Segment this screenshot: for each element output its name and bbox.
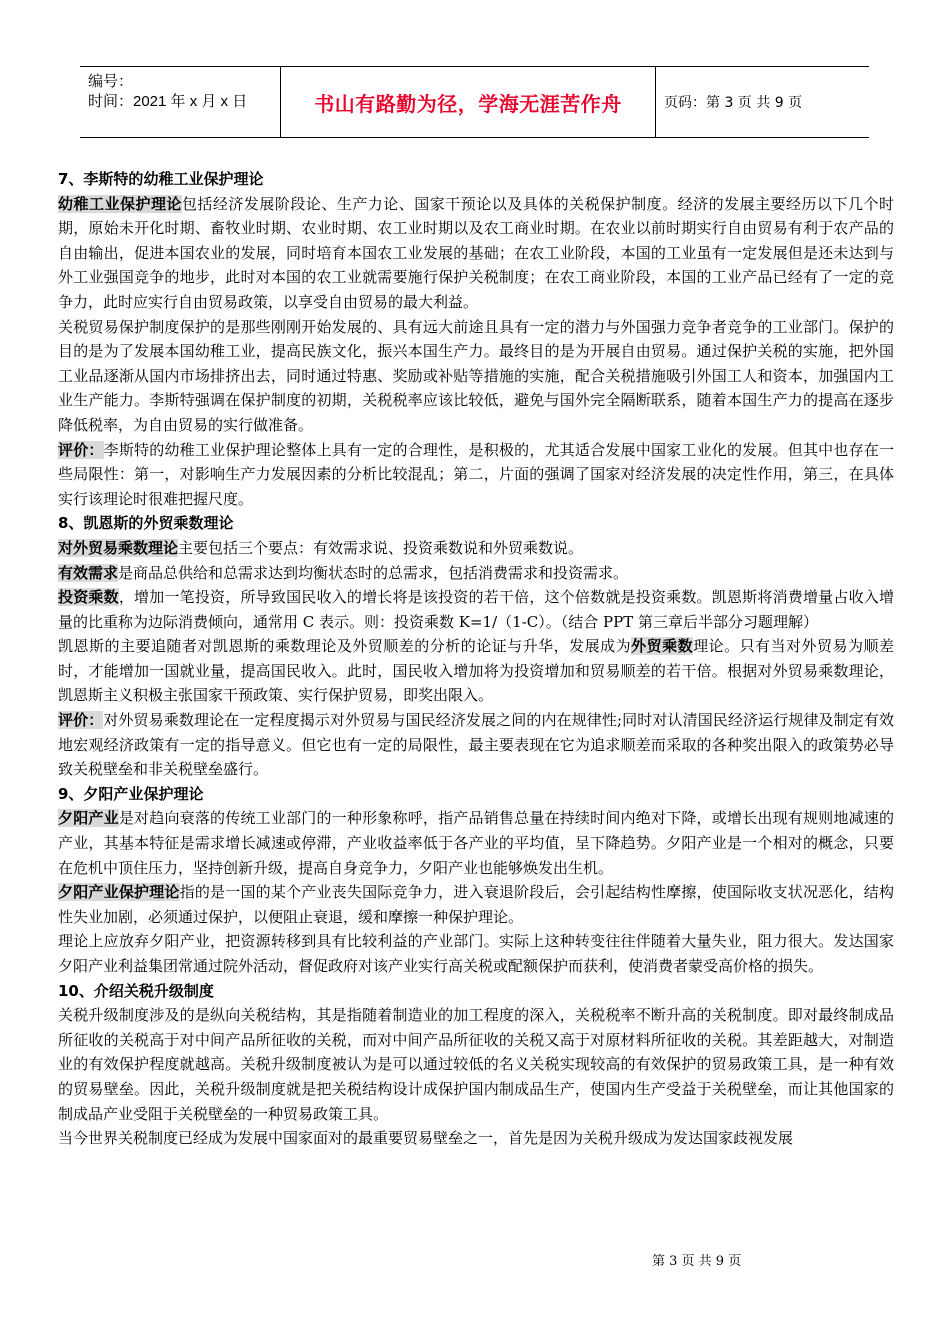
paragraph (58, 536, 894, 561)
paragraph (58, 708, 894, 782)
paragraph-text: 是对趋向衰落的传统工业部门的一种形象称呼，指产品销售总量在持续时间内绝对下降，或增长出现有规则地减速的产业，其基本特征是需求增长减速或停滞，产业收益率低于各产业的平均值，呈下降趋势。夕阳产业是一个相对的概念，只要在危机中顶住压力，坚持创新升级，提高自身竞争力，夕阳产业也能够焕发出生机。 (58, 809, 894, 877)
paragraph-text: 对外贸易乘数理论在一定程度揭示对外贸易与国民经济发展之间的内在规律性;同时对认清国民经济运行规律及制定有效地宏观经济政策有一定的指导意义。但它也有一定的局限性，最主要表现在它为追求顺差而采取的各种奖出限入的政策势必导致关税壁垒和非关税壁垒盛行。 (58, 711, 894, 779)
section-heading: 10、介绍关税升级制度 (58, 981, 214, 1000)
document-body (58, 167, 894, 1151)
section-heading: 8、凯恩斯的外贸乘数理论 (58, 514, 234, 533)
header-page-info: 页码：第 3 页 共 9 页 (664, 95, 803, 111)
paragraph (58, 315, 894, 438)
term-highlight: 有效需求 (58, 563, 119, 582)
header-meta (80, 67, 280, 137)
term-highlight: 幼稚工业保护理论 (58, 194, 182, 213)
paragraph (58, 1126, 894, 1151)
term-highlight: 对外贸易乘数理论 (58, 538, 179, 557)
term-highlight: 夕阳产业保护理论 (58, 883, 180, 902)
paragraph (58, 806, 894, 880)
paragraph-text: 包括经济发展阶段论、生产力论、国家干预论以及具体的关税保护制度。经济的发展主要经历以下几个时期，原始未开化时期、畜牧业时期、农业时期、农工业时期以及农工商业时期。在农业以前时期实行自由贸易有利于农产品的自由输出，促进本国农业的发展，同时培育本国农工业发展的基础；在农工业阶段，本国的工业虽有一定发展但是还未达到与外工业强国竞争的地步，此时对本国的农工业就需要施行保护关税制度；在农工商业阶段，本国的工业产品已经有了一定的竞争力，此时应实行自由贸易政策，以享受自由贸易的最大利益。 (58, 194, 894, 311)
paragraph (58, 585, 894, 634)
paragraph-text: 关税升级制度涉及的是纵向关税结构，其是指随着制造业的加工程度的深入，关税税率不断升高的关税制度。即对最终制成品所征收的关税高于对中间产品所征收的关税，而对中间产品所征收的关税又高于对原材料所征收的关税。其差距越大，对制造业的有效保护程度就越高。关税升级制度被认为是可以通过较低的名义关税实现较高的有效保护的贸易政策工具，是一种有效的贸易壁垒。因此，关税升级制度就是把关税结构设计成保护国内制成品生产，使国内生产受益于关税壁垒，而让其他国家的制成品产业受阻于关税壁垒的一种贸易政策工具。 (58, 1006, 894, 1123)
paragraph-text: 关税贸易保护制度保护的是那些刚刚开始发展的、具有远大前途且具有一定的潜力与外国强力竞争者竞争的工业部门。保护的目的是为了发展本国幼稚工业，提高民族文化，振兴本国生产力。最终目的是为开展自由贸易。通过保护关税的实施，把外国工业品逐渐从国内市场排挤出去，同时通过特惠、奖励或补贴等措施的实施，配合关税措施吸引外国工人和资本，加强国内工业生产能力。李斯特强调在保护制度的初期，关税税率应该比较低，避免与国外完全隔断联系，随着本国生产力的提高在逐步降低税率，为自由贸易的实行做准备。 (58, 317, 894, 434)
paragraph (58, 561, 894, 586)
page-footer: 第 3 页 共 9 页 (652, 1254, 742, 1269)
term-highlight: 夕阳产业 (58, 809, 119, 828)
header-page-info-cell (655, 67, 869, 137)
paragraph-text: 指的是一国的某个产业丧失国际竞争力，进入衰退阶段后，会引起结构性摩擦，使国际收支状况恶化，结构性失业加剧，必须通过保护，以便阻止衰退，缓和摩擦一种保护理论。 (58, 883, 894, 926)
header-number: 编号： (88, 73, 134, 90)
paragraph-text: 主要包括三个要点：有效需求说、投资乘数说和外贸乘数说。 (178, 538, 584, 557)
paragraph (58, 880, 894, 929)
paragraph-text: 当今世界关税制度已经成为发展中国家面对的最重要贸易壁垒之一，首先是因为关税升级成为发达国家歧视发展 (58, 1129, 794, 1148)
term-highlight: 投资乘数 (58, 588, 119, 607)
header-motto: 书山有路勤为径，学海无涯苦作舟 (314, 91, 622, 116)
term-highlight: 外贸乘数 (631, 637, 694, 656)
header-motto-cell (280, 67, 655, 137)
term-highlight: 评价： (58, 711, 104, 730)
paragraph (58, 438, 894, 512)
paragraph (58, 1003, 894, 1126)
header-time: 时间：2021 年 x 月 x 日 (88, 93, 248, 110)
paragraph (58, 929, 894, 978)
paragraph (58, 634, 894, 708)
paragraph-text: ，增加一笔投资，所导致国民收入的增长将是该投资的若干倍，这个倍数就是投资乘数。凯恩斯将消费增量占收入增量的比重称为边际消费倾向，通常用 C 表示。则：投资乘数 K=1/（1-C）。（结合 PPT 第三章后半部分习题理解） (58, 588, 894, 631)
paragraph-text: 理论。只有当对外贸易为顺差时，才能增加一国就业量，提高国民收入。此时，国民收入增加将为投资增加和贸易顺差的若干倍。根据对外贸易乘数理论，凯恩斯主义积极主张国家干预政策、实行保护贸易，即奖出限入。 (58, 637, 894, 705)
paragraph (58, 192, 894, 315)
paragraph-text: 是商品总供给和总需求达到均衡状态时的总需求，包括消费需求和投资需求。 (118, 563, 629, 582)
paragraph-text: 理论上应放弃夕阳产业，把资源转移到具有比较利益的产业部门。实际上这种转变往往伴随着大量失业，阻力很大。发达国家夕阳产业利益集团常通过院外活动，督促政府对该产业实行高关税或配额保护而获利，使消费者蒙受高价格的损失。 (58, 932, 894, 975)
paragraph-text: 凯恩斯的主要追随者对凯恩斯的乘数理论及外贸顺差的分析的论证与升华，发展成为 (58, 637, 632, 656)
term-highlight: 评价： (58, 440, 104, 459)
section-heading: 9、夕阳产业保护理论 (58, 784, 204, 803)
paragraph-text: 李斯特的幼稚工业保护理论整体上具有一定的合理性，是积极的，尤其适合发展中国家工业化的发展。但其中也存在一些局限性：第一，对影响生产力发展因素的分析比较混乱；第二，片面的强调了国家对经济发展的决定性作用，第三，在具体实行该理论时很难把握尺度。 (58, 440, 894, 508)
section-heading: 7、李斯特的幼稚工业保护理论 (58, 170, 264, 188)
page-header (80, 66, 869, 138)
